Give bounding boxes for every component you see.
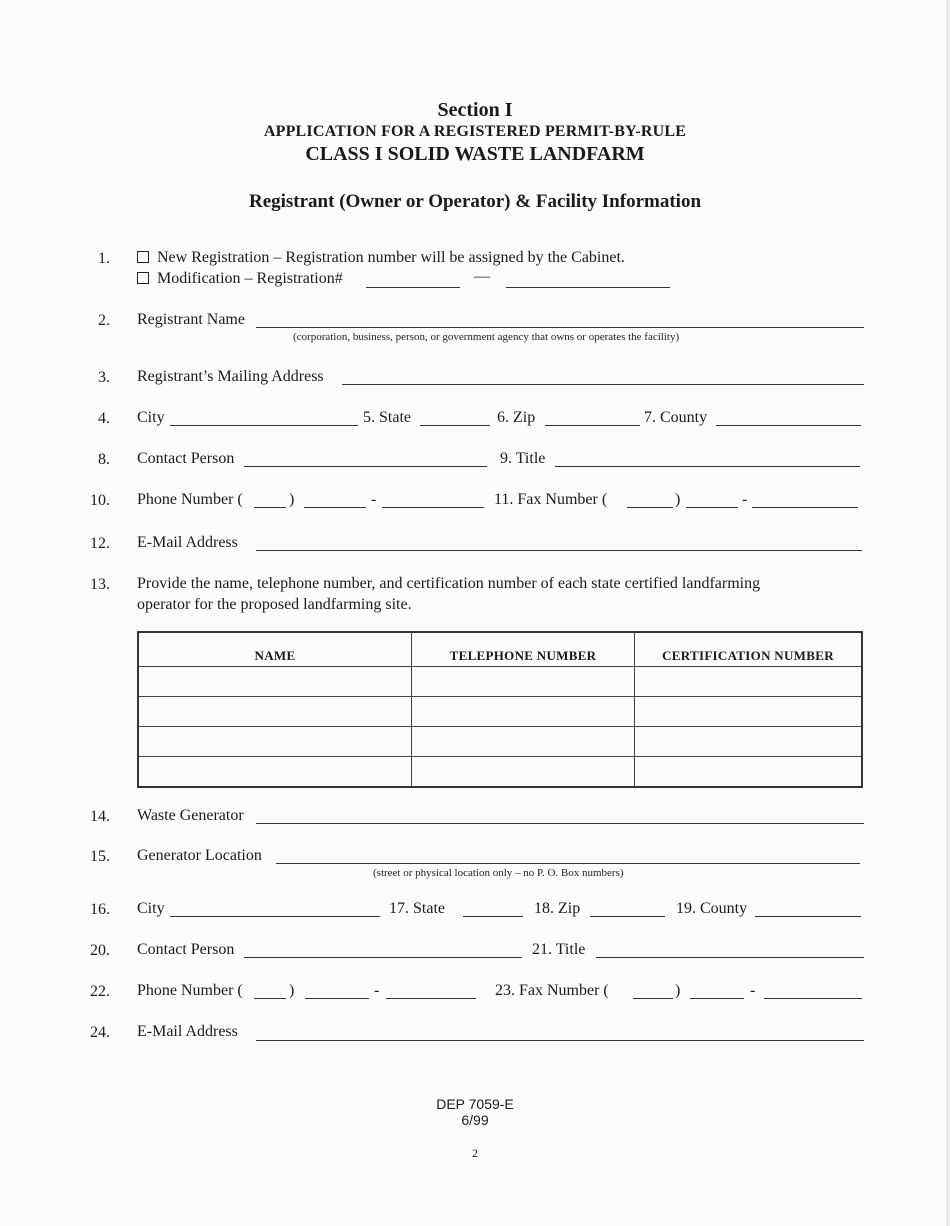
city-field[interactable] bbox=[170, 425, 358, 426]
generator-phone-area-code-field[interactable] bbox=[254, 998, 286, 999]
operator-certification-cell[interactable] bbox=[635, 727, 863, 757]
operator-name-cell[interactable] bbox=[138, 667, 412, 697]
title-label: 9. Title bbox=[500, 450, 546, 467]
column-header-certification: CERTIFICATION NUMBER bbox=[635, 632, 863, 667]
new-registration-label: New Registration – Registration number will be assigned by the Cabinet. bbox=[157, 249, 625, 266]
phone-line-field[interactable] bbox=[382, 507, 484, 508]
operator-certification-cell[interactable] bbox=[635, 697, 863, 727]
operators-table bbox=[137, 631, 863, 788]
fax-label: 23. Fax Number ( bbox=[495, 982, 609, 999]
facility-class-title: CLASS I SOLID WASTE LANDFARM bbox=[305, 143, 645, 165]
modification-label: Modification – Registration# bbox=[157, 270, 343, 287]
contact-person-label: Contact Person bbox=[137, 941, 235, 958]
city-label: City bbox=[137, 900, 165, 917]
title-field[interactable] bbox=[555, 466, 860, 467]
registration-dash: — bbox=[474, 268, 490, 285]
registration-number-field-a[interactable] bbox=[366, 287, 460, 288]
generator-phone-line-field[interactable] bbox=[386, 998, 476, 999]
item-number: 3. bbox=[98, 369, 110, 386]
item-number: 24. bbox=[90, 1024, 110, 1041]
registrant-name-label: Registrant Name bbox=[137, 311, 245, 328]
generator-location-label: Generator Location bbox=[137, 847, 262, 864]
fax-dash: - bbox=[742, 491, 748, 508]
item-number: 8. bbox=[98, 451, 110, 468]
application-title: APPLICATION FOR A REGISTERED PERMIT-BY-RULE bbox=[263, 123, 687, 140]
state-label: 5. State bbox=[363, 409, 411, 426]
phone-dash: - bbox=[374, 982, 380, 999]
item-number: 16. bbox=[90, 901, 110, 918]
contact-person-field[interactable] bbox=[244, 466, 487, 467]
operators-instruction-line1: Provide the name, telephone number, and certification number of each state certified landfarming bbox=[137, 575, 761, 592]
contact-person-label: Contact Person bbox=[137, 450, 235, 467]
zip-label: 18. Zip bbox=[534, 900, 581, 917]
item-number: 4. bbox=[98, 410, 110, 427]
generator-location-hint: (street or physical location only – no P. O. Box numbers) bbox=[373, 867, 624, 879]
generator-fax-prefix-field[interactable] bbox=[690, 998, 744, 999]
item-number: 22. bbox=[90, 983, 110, 1000]
waste-generator-field[interactable] bbox=[256, 823, 864, 824]
title-label: 21. Title bbox=[532, 941, 586, 958]
new-registration-option[interactable] bbox=[137, 249, 625, 267]
form-date: 6/99 bbox=[461, 1112, 489, 1128]
generator-state-field[interactable] bbox=[463, 916, 523, 917]
table-row bbox=[138, 697, 862, 727]
zip-label: 6. Zip bbox=[497, 409, 536, 426]
phone-paren-close: ) bbox=[289, 982, 295, 999]
operator-telephone-cell[interactable] bbox=[412, 727, 635, 757]
generator-city-field[interactable] bbox=[170, 916, 380, 917]
operator-telephone-cell[interactable] bbox=[412, 697, 635, 727]
generator-county-field[interactable] bbox=[755, 916, 861, 917]
registrant-name-field[interactable] bbox=[256, 327, 864, 328]
fax-paren-close: ) bbox=[675, 982, 681, 999]
mailing-address-field[interactable] bbox=[342, 384, 864, 385]
item-number: 14. bbox=[90, 808, 110, 825]
column-header-name: NAME bbox=[138, 632, 412, 667]
table-row bbox=[138, 667, 862, 697]
fax-label: 11. Fax Number ( bbox=[494, 491, 608, 508]
generator-email-field[interactable] bbox=[256, 1040, 864, 1041]
operator-telephone-cell[interactable] bbox=[412, 667, 635, 697]
email-field[interactable] bbox=[256, 550, 862, 551]
modification-checkbox[interactable] bbox=[137, 272, 149, 284]
state-field[interactable] bbox=[420, 425, 490, 426]
fax-area-code-field[interactable] bbox=[627, 507, 673, 508]
operator-name-cell[interactable] bbox=[138, 757, 412, 788]
fax-line-field[interactable] bbox=[752, 507, 858, 508]
operators-instruction-line2: operator for the proposed landfarming site. bbox=[137, 596, 412, 613]
mailing-address-label: Registrant’s Mailing Address bbox=[137, 368, 324, 385]
item-number: 1. bbox=[98, 250, 110, 267]
table-row bbox=[138, 727, 862, 757]
waste-generator-label: Waste Generator bbox=[137, 807, 244, 824]
registrant-name-hint: (corporation, business, person, or government agency that owns or operates the facility) bbox=[293, 331, 680, 343]
email-label: E-Mail Address bbox=[137, 534, 238, 551]
phone-paren-close: ) bbox=[289, 491, 295, 508]
generator-phone-prefix-field[interactable] bbox=[305, 998, 369, 999]
county-label: 19. County bbox=[676, 900, 748, 917]
generator-fax-area-code-field[interactable] bbox=[633, 998, 673, 999]
operator-certification-cell[interactable] bbox=[635, 667, 863, 697]
table-header-row bbox=[138, 632, 862, 667]
modification-option[interactable] bbox=[137, 270, 343, 288]
generator-location-field[interactable] bbox=[276, 863, 860, 864]
state-label: 17. State bbox=[389, 900, 445, 917]
phone-label: Phone Number ( bbox=[137, 982, 243, 999]
new-registration-checkbox[interactable] bbox=[137, 251, 149, 263]
generator-fax-line-field[interactable] bbox=[764, 998, 862, 999]
phone-prefix-field[interactable] bbox=[304, 507, 366, 508]
section-subtitle: Registrant (Owner or Operator) & Facility Information bbox=[248, 191, 702, 212]
column-header-telephone: TELEPHONE NUMBER bbox=[412, 632, 635, 667]
operator-name-cell[interactable] bbox=[138, 697, 412, 727]
fax-dash: - bbox=[750, 982, 756, 999]
operator-name-cell[interactable] bbox=[138, 727, 412, 757]
fax-prefix-field[interactable] bbox=[686, 507, 738, 508]
fax-paren-close: ) bbox=[675, 491, 681, 508]
phone-label: Phone Number ( bbox=[137, 491, 243, 508]
item-number: 13. bbox=[90, 576, 110, 593]
operator-telephone-cell[interactable] bbox=[412, 757, 635, 788]
operator-certification-cell[interactable] bbox=[635, 757, 863, 788]
county-field[interactable] bbox=[716, 425, 861, 426]
phone-area-code-field[interactable] bbox=[254, 507, 286, 508]
item-number: 2. bbox=[98, 312, 110, 329]
city-label: City bbox=[137, 409, 165, 426]
generator-contact-field[interactable] bbox=[244, 957, 522, 958]
zip-field[interactable] bbox=[545, 425, 640, 426]
page-number: 2 bbox=[472, 1146, 478, 1160]
form-number: DEP 7059-E bbox=[436, 1096, 514, 1112]
scan-edge bbox=[946, 0, 950, 1226]
email-label: E-Mail Address bbox=[137, 1023, 238, 1040]
table-row bbox=[138, 757, 862, 788]
item-number: 12. bbox=[90, 535, 110, 552]
item-number: 20. bbox=[90, 942, 110, 959]
generator-zip-field[interactable] bbox=[590, 916, 665, 917]
county-label: 7. County bbox=[644, 409, 708, 426]
registration-number-field-b[interactable] bbox=[506, 287, 670, 288]
item-number: 10. bbox=[90, 492, 110, 509]
phone-dash: - bbox=[371, 491, 377, 508]
generator-title-field[interactable] bbox=[596, 957, 864, 958]
item-number: 15. bbox=[90, 848, 110, 865]
section-title: Section I bbox=[437, 99, 513, 121]
